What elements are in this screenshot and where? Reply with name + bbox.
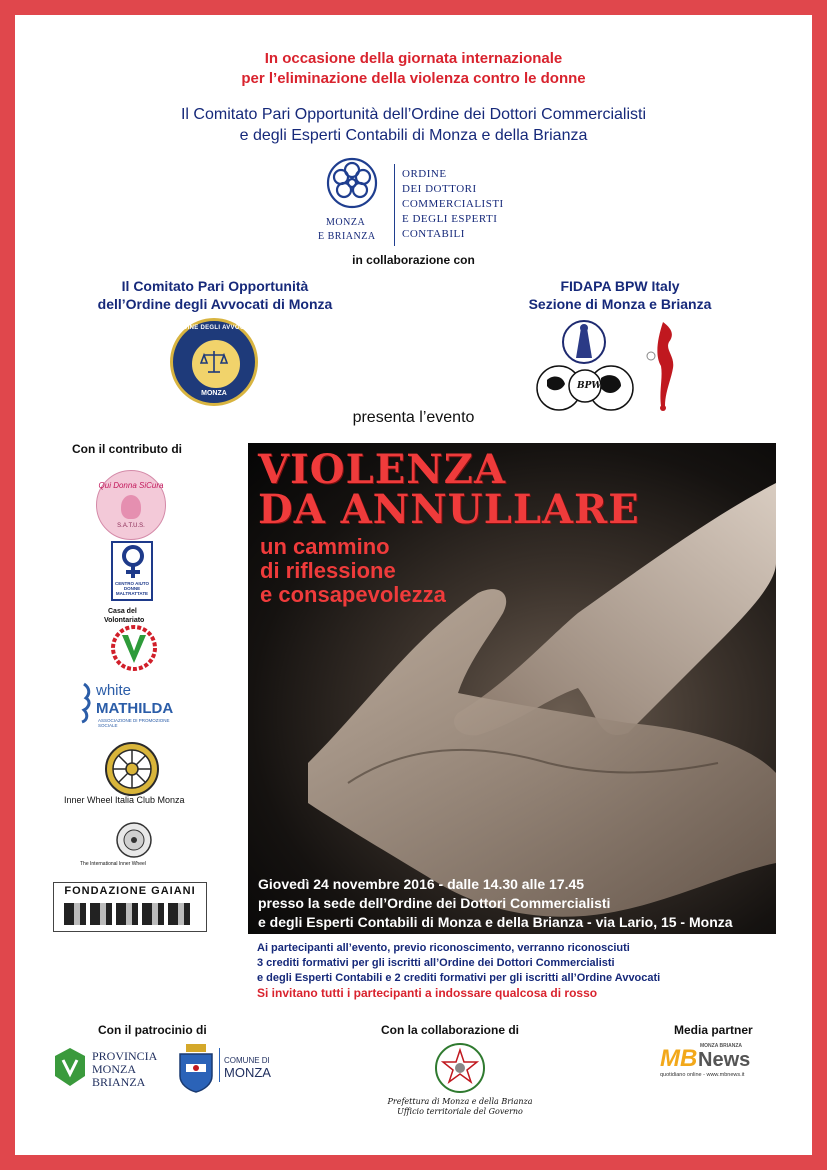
- provincia-line-1: PROVINCIA: [92, 1049, 158, 1063]
- header-line-2: per l’eliminazione della violenza contro le donne: [241, 70, 586, 87]
- event-sub-3: e consapevolezza: [260, 582, 446, 607]
- mbnews-small: MONZA BRIANZA: [700, 1043, 743, 1049]
- gaiani-pattern: [64, 903, 190, 925]
- qui-donna-logo: [96, 470, 166, 540]
- qui-donna-text: Qui Donna SiCura: [98, 481, 164, 490]
- fidapa-logos: [535, 318, 735, 414]
- odcec-right-1: ORDINE: [402, 168, 447, 180]
- mbnews-mb: MB: [660, 1045, 698, 1072]
- credits-line-1: Ai partecipanti all’evento, previo riconoscimento, verranno riconosciuti: [257, 942, 630, 954]
- scales-icon: [200, 348, 228, 376]
- odcec-right-4: E DEGLI ESPERTI: [402, 213, 498, 225]
- event-sub-1: un cammino: [260, 534, 390, 559]
- prefettura-text: [360, 1097, 560, 1117]
- fondazione-gaiani-logo: [53, 882, 207, 932]
- inner-wheel-intl-icon: [112, 820, 156, 860]
- fidapa-emblem-icon: [559, 318, 609, 366]
- presenta-label: presenta l’evento: [352, 409, 475, 426]
- header-organizer: [0, 104, 827, 146]
- qui-donna-sub: S.A.T.U.S.: [117, 523, 145, 529]
- italian-republic-emblem-icon: [434, 1042, 486, 1094]
- volontariato-mid: Volontariato: [104, 617, 145, 624]
- odcec-logo: [316, 156, 516, 248]
- comune-divider: [219, 1048, 220, 1082]
- fidapa-heading: [480, 277, 760, 313]
- avvocati-line-1: Il Comitato Pari Opportunità: [121, 278, 309, 294]
- odcec-divider: [394, 164, 395, 246]
- odcec-emblem-icon: [320, 156, 384, 210]
- event-title-2: DA ANNULLARE: [258, 486, 640, 533]
- header-occasion: [0, 49, 827, 89]
- collaborazione-heading: Con la collaborazione di: [381, 1023, 520, 1037]
- odcec-right-text: [402, 167, 504, 242]
- mathilda-sub: ASSOCIAZIONE DI PROMOZIONE SOCIALE: [98, 718, 170, 728]
- mbnews-news: News: [698, 1049, 751, 1071]
- fidapa-line-2: Sezione di Monza e Brianza: [528, 296, 712, 312]
- event-place-1: presso la sede dell’Ordine dei Dottori Commercialisti: [258, 895, 611, 911]
- fidapa-line-1: FIDAPA BPW Italy: [560, 278, 680, 294]
- inner-wheel-label: Inner Wheel Italia Club Monza: [64, 795, 185, 805]
- volontariato-logo: [100, 607, 166, 673]
- odcec-right-5: CONTABILI: [402, 228, 465, 240]
- prefettura-line-2: Ufficio territoriale del Governo: [397, 1107, 523, 1116]
- avvocati-seal-bottom: MONZA: [201, 390, 227, 397]
- fidapa-figure-icon: [645, 320, 685, 412]
- avvocati-seal: [170, 318, 258, 406]
- event-title-1: VIOLENZA: [258, 446, 506, 493]
- gaiani-label: FONDAZIONE GAIANI: [64, 885, 196, 897]
- mathilda-logo: [76, 682, 188, 726]
- inner-wheel-icon: [104, 741, 160, 797]
- venus-icon: [120, 545, 146, 579]
- event-sub-2: di riflessione: [260, 558, 396, 583]
- event-place-2: e degli Esperti Contabili di Monza e della Brianza - via Lario, 15 - Monza: [258, 914, 733, 930]
- provincia-line-2: MONZA: [92, 1062, 136, 1076]
- collab-label: in collaborazione con: [352, 253, 475, 267]
- prefettura-line-1: Prefettura di Monza e della Brianza: [387, 1097, 533, 1106]
- provincia-line-3: BRIANZA: [92, 1075, 146, 1089]
- bpw-label: BPW: [577, 381, 602, 391]
- credits-line-2: 3 crediti formativi per gli iscritti all’Ordine dei Dottori Commercialisti: [257, 957, 615, 969]
- media-heading: Media partner: [674, 1023, 753, 1037]
- odcec-right-2: DEI DOTTORI: [402, 183, 477, 195]
- event-date: Giovedì 24 novembre 2016 - dalle 14.30 alle 17.45: [258, 876, 585, 892]
- credits-line-4: Si invitano tutti i partecipanti a indossare qualcosa di rosso: [257, 986, 598, 1000]
- organizer-line-2: e degli Esperti Contabili di Monza e della Brianza: [239, 127, 588, 144]
- organizer-line-1: Il Comitato Pari Opportunità dell’Ordine dei Dottori Commercialisti: [180, 106, 647, 123]
- avvocati-line-2: dell’Ordine degli Avvocati di Monza: [97, 296, 333, 312]
- cadom-logo: [111, 541, 153, 601]
- mbnews-logo: [660, 1043, 780, 1081]
- mathilda-white: white: [96, 682, 132, 699]
- provincia-text: [92, 1050, 157, 1089]
- provincia-shield-icon: [53, 1046, 87, 1088]
- odcec-right-3: COMMERCIALISTI: [402, 198, 504, 210]
- event-poster: [248, 443, 776, 934]
- comune-text: [224, 1056, 271, 1080]
- comune-line-2: MONZA: [224, 1065, 271, 1080]
- mathilda-name: MATHILDA: [96, 700, 174, 717]
- avvocati-committee: [50, 277, 380, 313]
- mathilda-profile-icon: [76, 682, 96, 724]
- qui-donna-figure: [121, 495, 141, 519]
- mbnews-tag: quotidiano online - www.mbnews.it: [660, 1072, 745, 1078]
- credits-line-3: e degli Esperti Contabili e 2 crediti formativi per gli iscritti all’Ordine Avvocati: [257, 972, 661, 984]
- comune-line-1: COMUNE DI: [224, 1056, 270, 1065]
- odcec-left-1: MONZA: [326, 217, 366, 228]
- comune-crest-icon: [176, 1042, 216, 1094]
- volontariato-v-icon: [104, 625, 164, 671]
- credits-block: [257, 941, 777, 1001]
- avvocati-seal-top: ORDINE DEGLI AVVOCATI: [173, 325, 255, 331]
- contributors-heading: Con il contributo di: [72, 442, 182, 456]
- volontariato-top: Casa del: [108, 608, 137, 615]
- inner-wheel-intl-label: The International Inner Wheel: [80, 861, 146, 867]
- odcec-left-2: E BRIANZA: [318, 231, 376, 242]
- patrocinio-heading: Con il patrocinio di: [98, 1023, 207, 1037]
- header-line-1: In occasione della giornata internazionale: [264, 50, 563, 67]
- cadom-text: CENTRO AIUTO DONNE MALTRATTATE: [114, 581, 149, 596]
